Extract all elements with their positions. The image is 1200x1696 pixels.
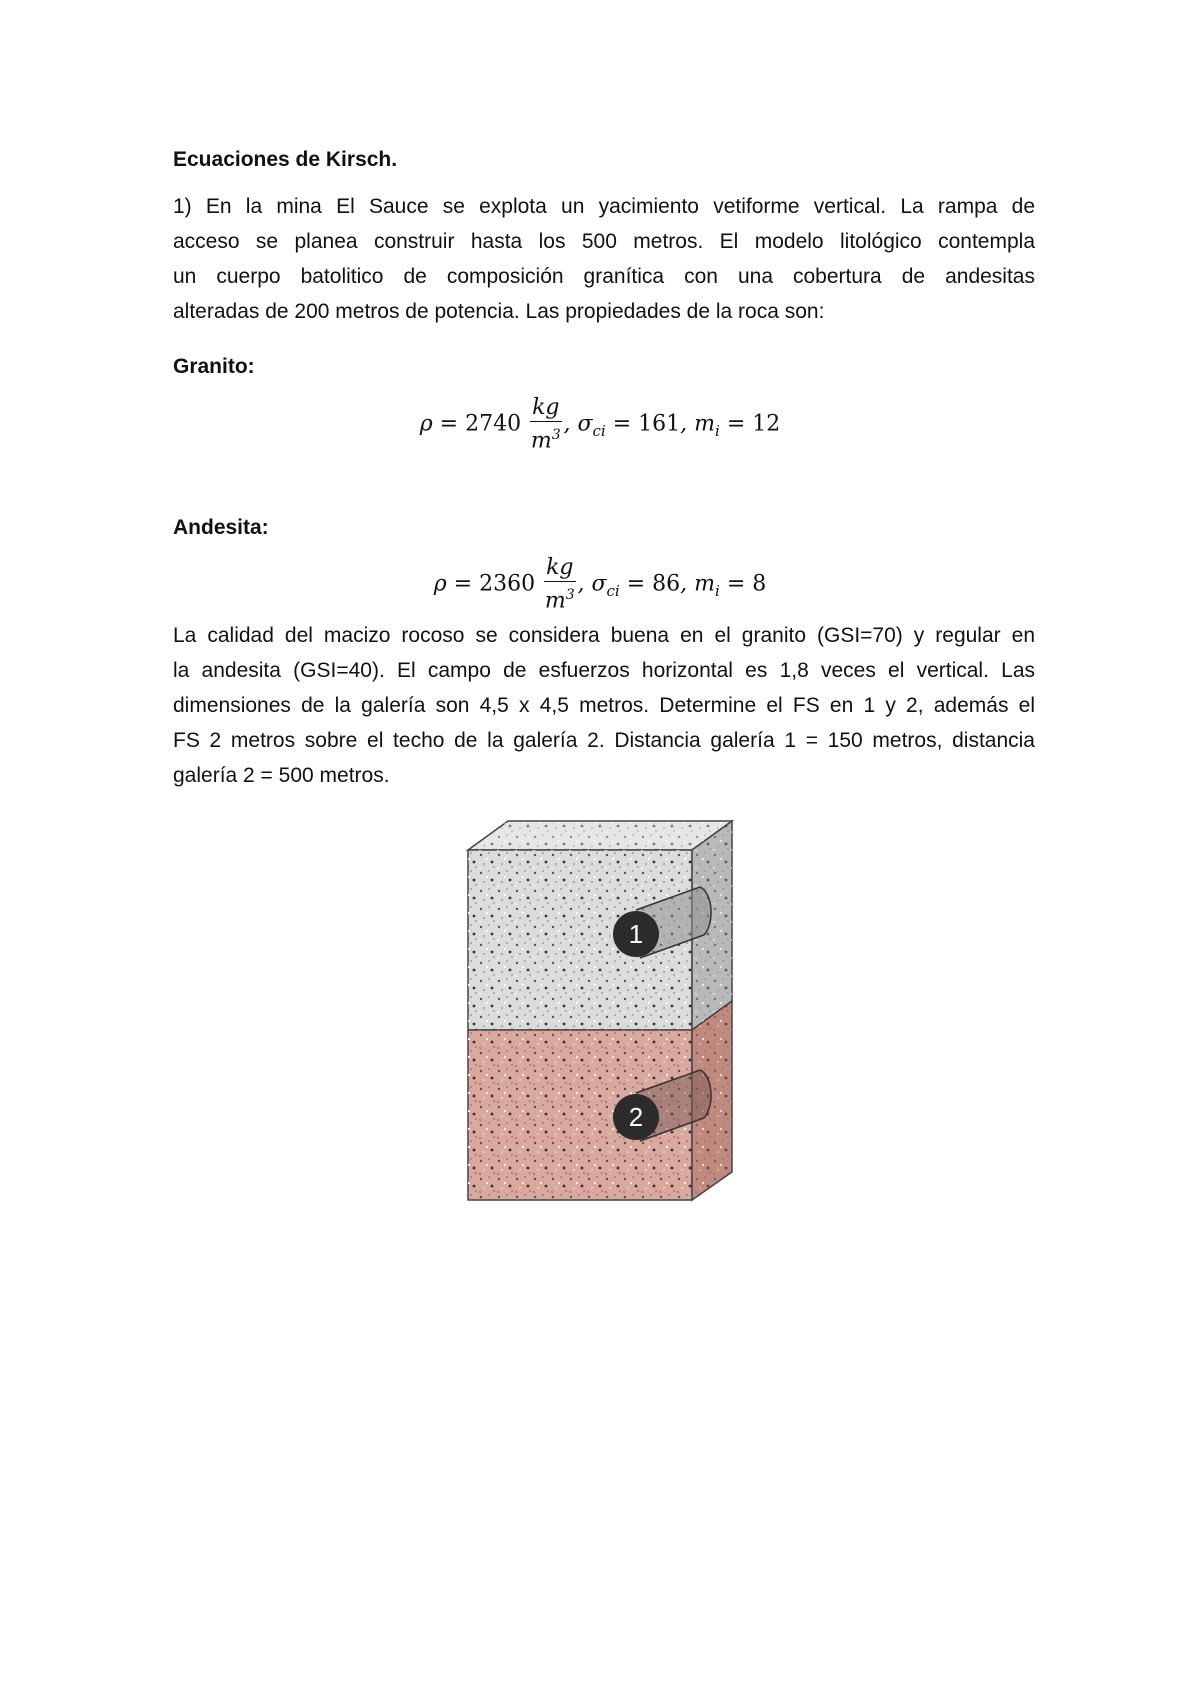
unit-numerator: kg [546,555,574,580]
granito-mi: 12 [752,411,781,437]
description-line: FS 2 metros sobre el techo de la galería 2. Distancia galería 1 = 150 metros, distancia [173,729,1035,752]
page-title: Ecuaciones de Kirsch. [173,148,398,171]
problem-line: alteradas de 200 metros de potencia. Las propiedades de la roca son: [173,300,825,323]
description-line: la andesita (GSI=40). El campo de esfuerzos horizontal es 1,8 veces el vertical. Las [173,659,1035,682]
problem-line: un cuerpo batolitico de composición granítica con una cobertura de andesitas [173,265,1035,288]
description-line: La calidad del macizo rocoso se considera buena en el granito (GSI=70) y regular en [173,624,1035,647]
density-unit-fraction [530,395,561,454]
rock-block-diagram [460,815,740,1210]
granito-rho: 2740 [465,411,522,437]
rock-mass-description [173,618,1035,793]
unit-denominator: $m^3$ [544,587,575,614]
andesita-formula: ρ = 2360 $\frac{kg}{m^3}$ , $\sigma_{ci} = 86$, $m_i = 8$ [433,555,767,614]
problem-statement [173,189,1035,329]
unit-denominator: $m^3$ [530,427,561,454]
andesita-sigma-ci: 86 [652,571,681,597]
granito-formula: ρ = 2740 $\frac{kg}{m^3}$ , $\sigma_{ci} = 161$, $m_i = 12$ [419,395,781,454]
andesita-rho: 2360 [479,571,536,597]
gallery-2-label: 2 [628,1102,644,1132]
description-line: dimensiones de la galería son 4,5 x 4,5 metros. Determine el FS en 1 y 2, además el [173,694,1035,717]
density-unit-fraction [544,555,575,614]
problem-line: 1) En la mina El Sauce se explota un yacimiento vetiforme vertical. La rampa de [173,195,1035,218]
unit-numerator: kg [532,395,560,420]
andesita-mi: 8 [752,571,767,597]
granito-heading: Granito: [173,355,255,378]
description-line: galería 2 = 500 metros. [173,764,390,787]
andesita-heading: Andesita: [173,516,269,539]
problem-line: acceso se planea construir hasta los 500 metros. El modelo litológico contempla [173,230,1035,253]
gallery-1-label: 1 [628,919,644,949]
granito-sigma-ci: 161 [638,411,681,437]
